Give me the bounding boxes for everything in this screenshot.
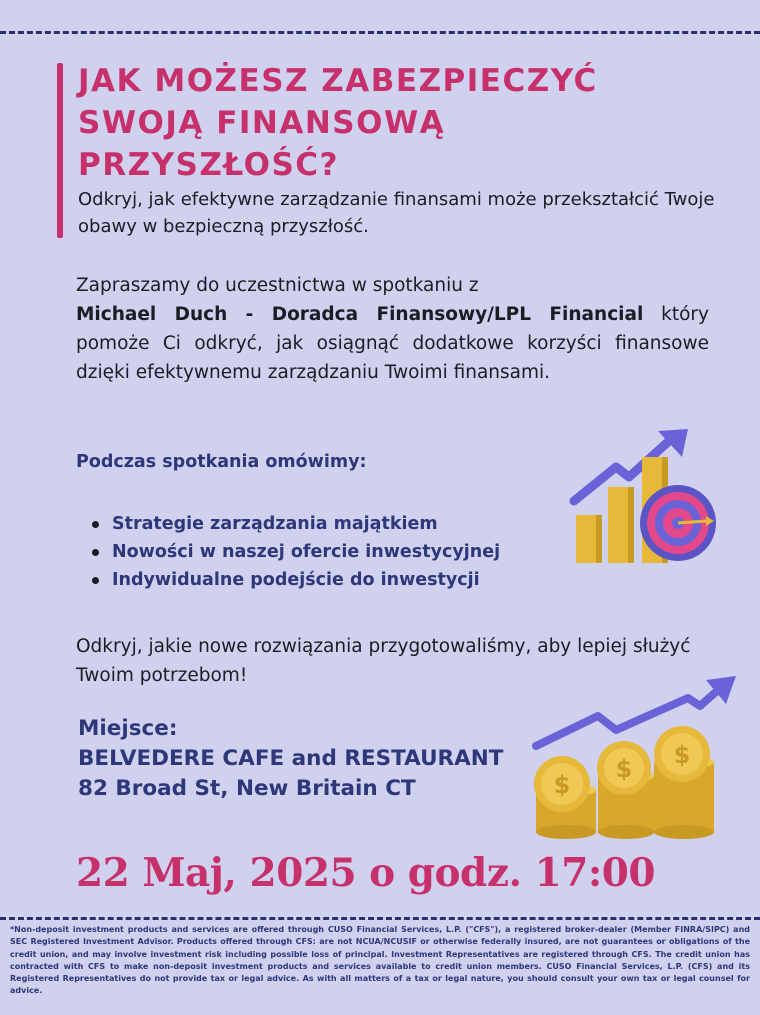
- subtitle: Odkryj, jak efektywne zarządzanie finansami może przekształcić Twoje obawy w bezpieczną przyszłość.: [78, 189, 715, 237]
- svg-text:$: $: [673, 741, 691, 769]
- intro-lead: Zapraszamy do uczestnictwa w spotkaniu z: [76, 275, 479, 296]
- agenda-item: Nowości w naszej ofercie inwestycyjnej: [92, 538, 500, 566]
- venue-block: [78, 714, 503, 804]
- venue-label: Miejsce:: [78, 716, 178, 741]
- advisor-name: Michael Duch - Doradca Finansowy/LPL Financial: [76, 304, 644, 325]
- headline-line-1: JAK MOŻESZ ZABEZPIECZYĆ: [78, 63, 598, 99]
- bottom-dashed-border: [0, 917, 760, 920]
- event-datetime: 22 Maj, 2025 o godz. 17:00: [76, 850, 656, 896]
- agenda-item: Indywidualne podejście do inwestycji: [92, 566, 500, 594]
- headline-line-2: SWOJĄ FINANSOWĄ: [78, 105, 446, 141]
- coins-growth-icon: [528, 672, 740, 840]
- legal-disclaimer: *Non-deposit investment products and services are offered through CUSO Financial Services, L.P. ("CFS"), a registered broker-dealer (Member FINRA/SIPC) and SEC Registered Investment Advisor. Products offered through CFS: are not NCUA/NCUSIF or otherwise federally insured, are not guarantees or obligations of the credit union, and may involve investment risk including possible loss of principal. Investment Representatives are registered through CFS. The credit union has contracted with CFS to make non-deposit investment products and services available to credit union members. CUSO Financial Services, L.P. (CFS) and its Registered Representatives do not provide tax or legal advice. As with all matters of a tax or legal nature, you should consult your own tax or legal counsel for advice.: [10, 925, 750, 996]
- headline-line-3: PRZYSZŁOŚĆ?: [78, 147, 340, 183]
- call-to-action: Odkryj, jakie nowe rozwiązania przygotowaliśmy, aby lepiej służyć Twoim potrzebom!: [76, 636, 691, 686]
- venue-name: BELVEDERE CAFE and RESTAURANT: [78, 746, 504, 771]
- venue-address: 82 Broad St, New Britain CT: [78, 776, 416, 801]
- agenda-list: [92, 510, 500, 594]
- headline: [78, 60, 738, 186]
- agenda-heading: Podczas spotkania omówimy:: [76, 452, 367, 472]
- bar-chart-target-icon: [566, 423, 716, 573]
- headline-accent-bar: [57, 63, 63, 238]
- svg-text:$: $: [615, 755, 633, 783]
- top-dashed-border: [0, 31, 760, 34]
- intro-paragraph: [76, 271, 709, 387]
- intro-rest: który pomoże Ci odkryć, jak osiągnąć dodatkowe korzyści finansowe dzięki efektywnemu zarządzaniu Twoimi finansami.: [76, 304, 709, 383]
- svg-text:$: $: [553, 771, 571, 799]
- agenda-item: Strategie zarządzania majątkiem: [92, 510, 500, 538]
